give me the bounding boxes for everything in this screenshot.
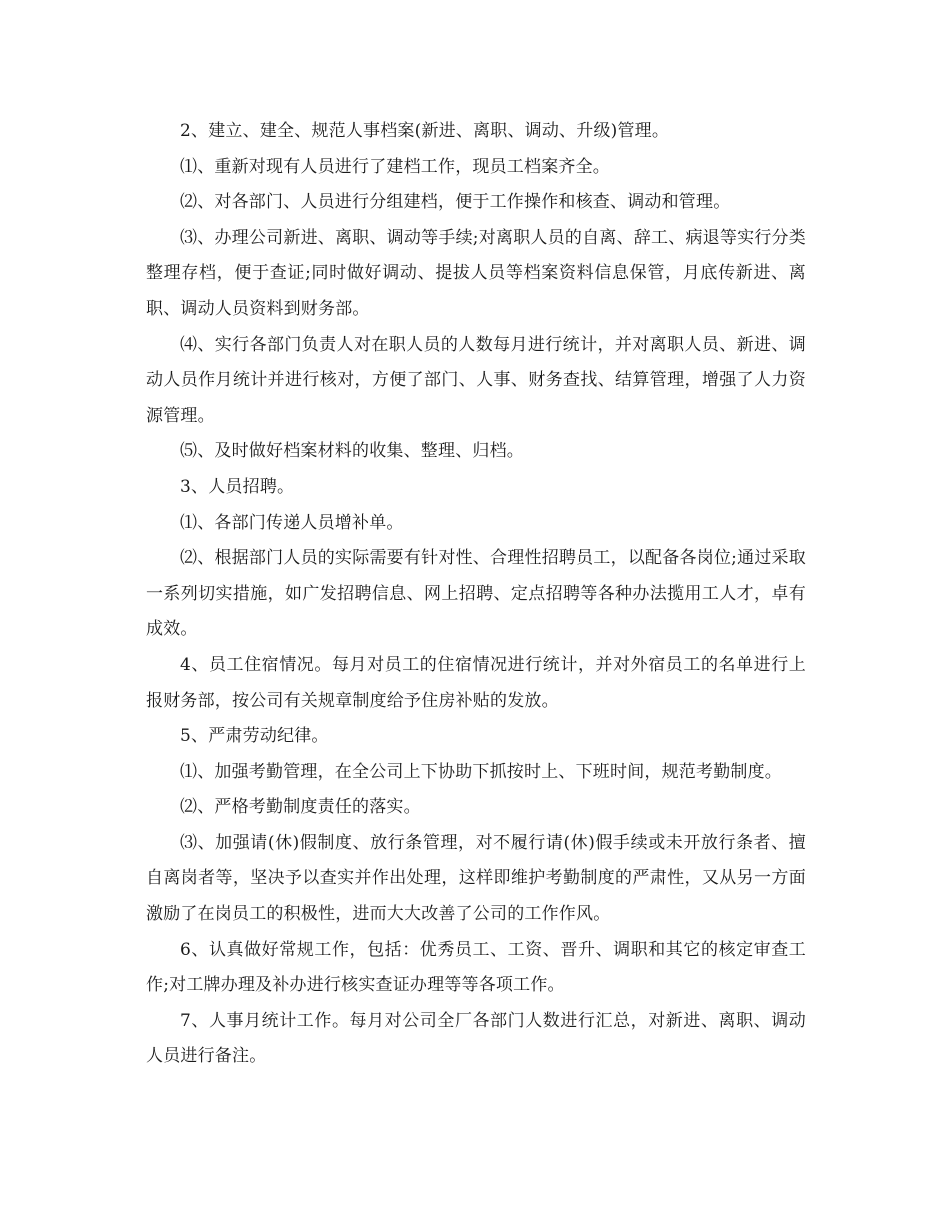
paragraph-archive-item-4: ⑷、实行各部门负责人对在职人员的人数每月进行统计，并对离职人员、新进、调动人员作月统计并进行核对，方便了部门、人事、财务查找、结算管理，增强了人力资源管理。 [146, 334, 806, 426]
paragraph-archive-item-3: ⑶、办理公司新进、离职、调动等手续;对离职人员的自离、辞工、病退等实行分类整理存档，便于查证;同时做好调动、提拔人员等档案资料信息保管，月底传新进、离职、调动人员资料到财务部。 [146, 227, 806, 319]
document-body [146, 114, 806, 1075]
paragraph-labor-discipline: 5、严肃劳动纪律。 [180, 726, 329, 747]
paragraph-discipline-item-3: ⑶、加强请(休)假制度、放行条管理，对不履行请(休)假手续或未开放行条者、擅自离岗者等，坚决予以查实并作出处理，这样即维护考勤制度的严肃性，又从另一方面激励了在岗员工的积极性，进而大大改善了公司的工作作风。 [146, 832, 806, 925]
paragraph-routine-work: 6、认真做好常规工作，包括：优秀员工、工资、晋升、调职和其它的核定审查工作;对工牌办理及补办进行核实查证办理等等各项工作。 [146, 939, 806, 996]
paragraph-recruitment-item-2: ⑵、根据部门人员的实际需要有针对性、合理性招聘员工，以配备各岗位;通过采取一系列切实措施，如广发招聘信息、网上招聘、定点招聘等各种办法揽用工人才，卓有成效。 [146, 548, 806, 640]
paragraph-discipline-item-1: ⑴、加强考勤管理，在全公司上下协助下抓按时上、下班时间，规范考勤制度。 [180, 761, 782, 782]
paragraph-archive-management: 2、建立、建全、规范人事档案(新进、离职、调动、升级)管理。 [180, 121, 670, 141]
paragraph-archive-item-2: ⑵、对各部门、人员进行分组建档，便于工作操作和核查、调动和管理。 [180, 192, 731, 213]
paragraph-accommodation: 4、员工住宿情况。每月对员工的住宿情况进行统计，并对外宿员工的名单进行上报财务部，按公司有关规章制度给予住房补贴的发放。 [146, 654, 806, 711]
paragraph-monthly-statistics: 7、人事月统计工作。每月对公司全厂各部门人数进行汇总，对新进、离职、调动人员进行备注。 [146, 1010, 806, 1067]
paragraph-discipline-item-2: ⑵、严格考勤制度责任的落实。 [180, 797, 421, 818]
paragraph-recruitment: 3、人员招聘。 [180, 476, 295, 497]
paragraph-recruitment-item-1: ⑴、各部门传递人员增补单。 [180, 512, 404, 533]
paragraph-archive-item-1: ⑴、重新对现有人员进行了建档工作，现员工档案齐全。 [180, 156, 610, 177]
paragraph-archive-item-5: ⑸、及时做好档案材料的收集、整理、归档。 [180, 441, 524, 462]
